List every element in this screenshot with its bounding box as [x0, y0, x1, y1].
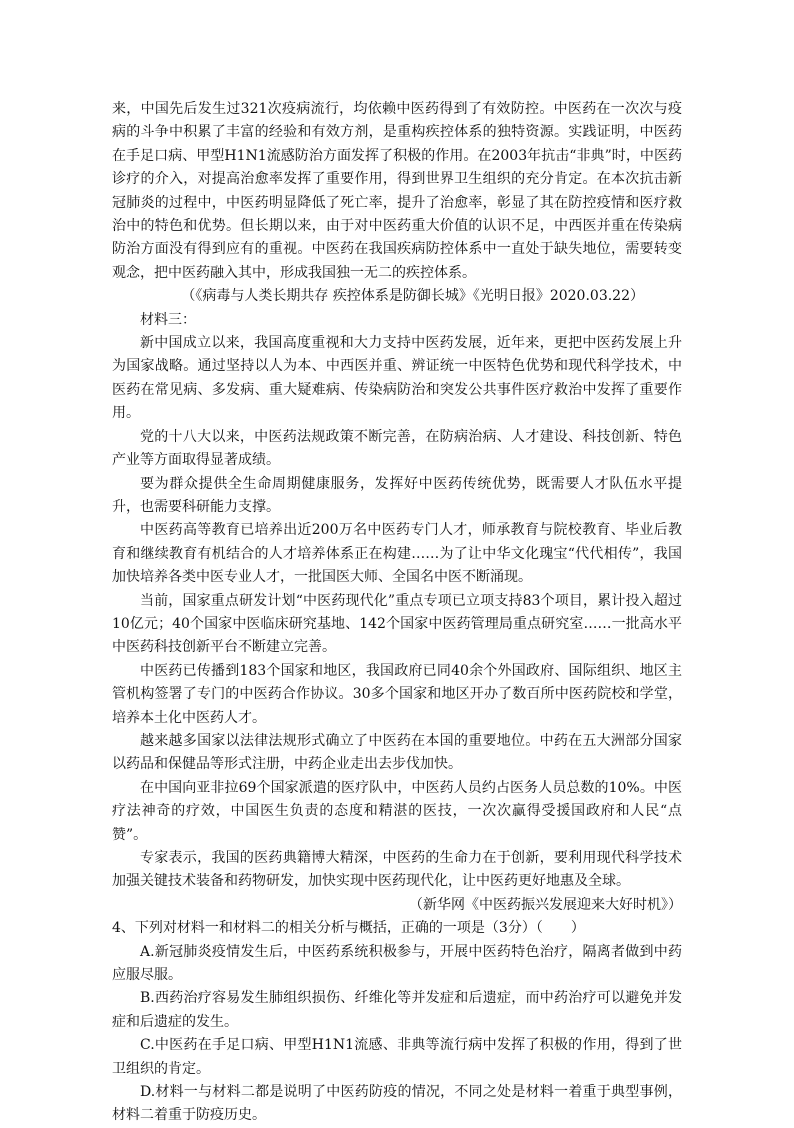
- question-4-option-a: A.新冠肺炎疫情发生后，中医药系统积极参与，开展中医药特色治疗，隔离者做到中药应服尽服。: [112, 943, 682, 984]
- material3-paragraph-6: 中医药已传播到183个国家和地区，我国政府已同40余个外国政府、国际组织、地区主管机构签署了专门的中医药合作协议。30多个国家和地区开办了数百所中医药院校和学堂，培养本土化中医药人才。: [112, 662, 682, 726]
- material3-label: 材料三：: [140, 311, 196, 328]
- material3-paragraph-2: 党的十八大以来，中医药法规政策不断完善，在防病治病、人才建设、科技创新、特色产业等方面取得显著成绩。: [112, 428, 682, 469]
- material2-body: 来，中国先后发生过321次疫病流行，均依赖中医药得到了有效防控。中医药在一次次与疫病的斗争中积累了丰富的经验和有效方剂，是重构疾控体系的独特资源。实践证明，中医药在手足口病、甲型H1N1流感防治方面发挥了积极的作用。在2003年抗击“非典”时，中医药诊疗的介入，对提高治愈率发挥了重要作用，得到世界卫生组织的充分肯定。在本次抗击新冠肺炎的过程中，中医药明显降低了死亡率，提升了治愈率，彰显了其在防控疫情和医疗救治中的特色和优势。但长期以来，由于对中医药重大价值的认识不足，中西医并重在传染病防治方面没有得到应有的重视。中医药在我国疾病防控体系中一直处于缺失地位，需要转变观念，把中医药融入其中，形成我国独一无二的疾控体系。: [112, 101, 682, 281]
- question-4-option-b: B.西药治疗容易发生肺组织损伤、纤维化等并发症和后遗症，而中药治疗可以避免并发症和后遗症的发生。: [112, 990, 682, 1030]
- material3-paragraph-5: 当前，国家重点研发计划“中医药现代化”重点专项已立项支持83个项目，累计投入超过10亿元；40个国家中医临床研究基地、142个国家中医药管理局重点研究室……一批高水平中医药科技创新平台不断建立完善。: [112, 592, 682, 656]
- material3-paragraph-3: 要为群众提供全生命周期健康服务，发挥好中医药传统优势，既需要人才队伍水平提升，也需要科研能力支撑。: [112, 475, 682, 515]
- material3-paragraph-1: 新中国成立以来，我国高度重视和大力支持中医药发展，近年来，更把中医药发展上升为国家战略。通过坚持以人为本、中西医并重、辨证统一中医特色优势和现代科学技术，中医药在常见病、多发病、重大疑难病、传染病防治和突发公共事件医疗救治中发挥了重要作用。: [112, 335, 682, 422]
- material3-source: （新华网《中医药振兴发展迎来大好时机》）: [409, 896, 682, 913]
- material3-paragraph-4: 中医药高等教育已培养出近200万名中医药专门人才，师承教育与院校教育、毕业后教育和继续教育有机结合的人才培养体系正在构建……为了让中华文化瑰宝“代代相传”，我国加快培养各类中医专业人才，一批国医大师、全国名中医不断涌现。: [112, 522, 682, 586]
- question-4-option-d: D.材料一与材料二都是说明了中医药防疫的情况，不同之处是材料一着重于典型事例，材料二着重于防疫历史。: [112, 1084, 682, 1124]
- question-4-option-c: C.中医药在手足口病、甲型H1N1流感、非典等流行病中发挥了积极的作用，得到了世卫组织的肯定。: [112, 1037, 682, 1077]
- material2-source: （《病毒与人类长期共存 疾控体系是防御长城》《光明日报》2020.03.22）: [181, 288, 644, 305]
- material3-paragraph-8: 在中国向亚非拉69个国家派遣的医疗队中，中医药人员约占医务人员总数的10%。中医疗法神奇的疗效，中国医生负责的态度和精湛的医技，一次次赢得受援国政府和人民“点赞”。: [112, 779, 682, 843]
- material3-paragraph-7: 越来越多国家以法律法规形式确立了中医药在本国的重要地位。中药在五大洲部分国家以药品和保健品等形式注册，中药企业走出去步伐加快。: [112, 732, 682, 773]
- material3-paragraph-9: 专家表示，我国的医药典籍博大精深，中医药的生命力在于创新，要利用现代科学技术加强关键技术装备和药物研发，加快实现中医药现代化，让中医药更好地惠及全球。: [112, 850, 682, 890]
- document-page: [112, 98, 682, 1128]
- question-4-stem: 4、下列对材料一和材料二的相关分析与概括，正确的一项是（3分）（ ）: [112, 920, 585, 937]
